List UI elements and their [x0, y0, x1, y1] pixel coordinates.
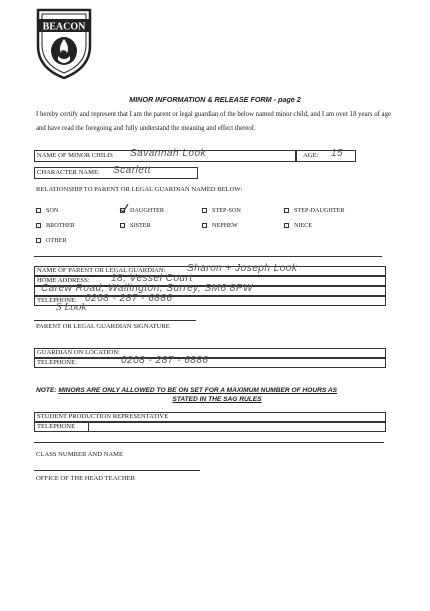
home-address-line1: 18, Vessel Court [111, 273, 193, 284]
option-daughter-label: DAUGHTER [130, 207, 165, 214]
rep-telephone-divider [88, 422, 89, 432]
guardian-signature: S Look [56, 301, 87, 313]
character-name-label: CHARACTER NAME: [37, 169, 100, 176]
sag-note [36, 386, 398, 404]
signature-label: PARENT OR LEGAL GUARDIAN SIGNATURE [36, 323, 170, 330]
guardian-telephone-field[interactable] [34, 293, 386, 306]
note-line2: STATED IN THE SAG RULES [172, 396, 262, 403]
head-teacher-label: OFFICE OF THE HEAD TEACHER [36, 475, 136, 482]
student-rep-field[interactable] [34, 412, 386, 422]
guardian-name-label: NAME OF PARENT OR LEGAL GUARDIAN: [37, 267, 166, 274]
checkbox-nephew[interactable] [202, 223, 207, 228]
age-value: 15 [331, 148, 344, 159]
head-teacher-line [34, 470, 200, 471]
checkbox-step-son[interactable] [202, 208, 207, 213]
student-rep-label: STUDENT PRODUCTION REPRESENTATIVE [37, 413, 169, 420]
location-telephone-label: TELEPHONE: [37, 359, 77, 366]
option-son-label: SON [46, 207, 59, 214]
option-other-label: OTHER [46, 237, 67, 244]
rep-telephone-field[interactable] [34, 422, 386, 432]
form-intro: I hereby certify and represent that I am the parent or legal guardian of the below named minor child, and I am over 18 years of age and have read the foregoing and fully understand the meaning and effect thereof. [36, 111, 391, 132]
guardian-on-location-label: GUARDIAN ON LOCATION: [37, 349, 120, 356]
checkbox-other[interactable] [36, 238, 41, 243]
relationship-heading: RELATIONSHIP TO PARENT OR LEGAL GUARDIAN NAMED BELOW: [36, 186, 243, 193]
option-brother-label: BROTHER [46, 222, 75, 229]
minor-name-field[interactable] [34, 150, 296, 162]
checkbox-niece[interactable] [284, 223, 289, 228]
guardian-name-field[interactable] [34, 263, 386, 276]
guardian-telephone-value: 0208 - 287 - 6886 [85, 293, 173, 304]
divider [34, 442, 384, 443]
checkbox-brother[interactable] [36, 223, 41, 228]
character-name-field[interactable] [34, 167, 198, 179]
location-telephone-value: 0208 - 287 - 6886 [121, 355, 209, 366]
guardian-name-value: Sharon + Joseph Look [187, 263, 298, 274]
option-step-daughter-label: STEP-DAUGHTER [294, 207, 345, 214]
class-number-label: CLASS NUMBER AND NAME [36, 451, 124, 458]
home-address-label: HOME ADDRESS: [37, 277, 90, 284]
rep-telephone-label: TELEPHONE [37, 423, 76, 430]
option-sister-label: SISTER [130, 222, 151, 229]
form-title: MINOR INFORMATION & RELEASE FORM - page 2 [129, 95, 301, 104]
divider [34, 256, 382, 257]
note-prefix: NOTE: [36, 387, 59, 394]
signature-line [34, 320, 196, 321]
character-name-value: Scarlett [113, 165, 151, 176]
checkbox-step-daughter[interactable] [284, 208, 289, 213]
location-telephone-field[interactable] [34, 355, 386, 368]
flame-crest-icon [51, 37, 77, 65]
minor-name-label: NAME OF MINOR CHILD: [37, 152, 114, 159]
guardian-on-location-field[interactable] [34, 348, 386, 358]
home-address-line2: Carew Road, Wallington, Surrey, SM6 8PW [41, 283, 253, 294]
minor-name-value: Savannah Look [130, 148, 207, 159]
minor-age-field[interactable] [296, 150, 356, 162]
option-nephew-label: NEPHEW [212, 222, 238, 229]
age-label: AGE: [303, 152, 319, 159]
checkbox-son[interactable] [36, 208, 41, 213]
checkbox-sister[interactable] [120, 223, 125, 228]
option-niece-label: NIECE [294, 222, 313, 229]
logo-text: BEACON [42, 21, 86, 33]
beacon-logo [34, 6, 94, 80]
option-step-son-label: STEP-SON [212, 207, 241, 214]
check-mark-icon [119, 204, 129, 213]
note-line1: MINORS ARE ONLY ALLOWED TO BE ON SET FOR A MAXIMUM NUMBER OF HOURS AS [58, 387, 338, 394]
guardian-telephone-label: TELEPHONE: [37, 297, 77, 304]
